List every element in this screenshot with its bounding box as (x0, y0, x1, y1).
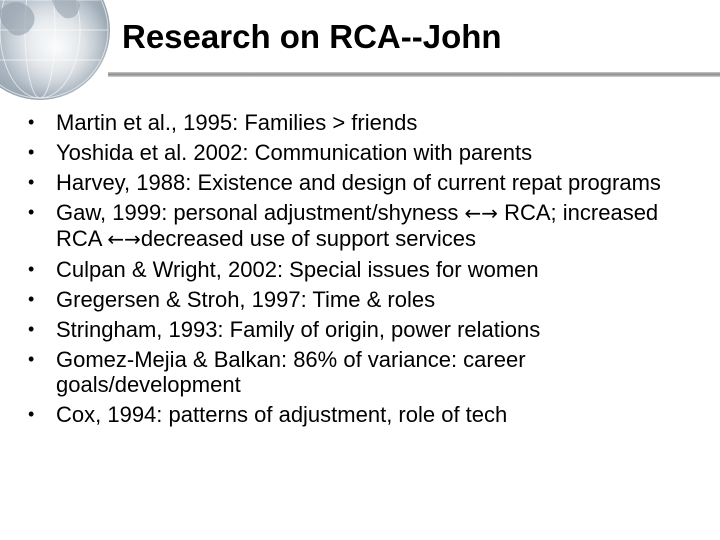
bullet-item (28, 287, 708, 312)
double-arrow-icon: ←→ (107, 227, 141, 251)
globe-decoration (0, 0, 110, 100)
bullet-item (28, 140, 708, 165)
bullet-item (28, 110, 708, 135)
bullet-text: Gomez-Mejia & Balkan: 86% of variance: career goals/development (56, 347, 526, 397)
bullet-item (28, 347, 708, 397)
bullet-marker: • (28, 112, 35, 132)
bullet-text: Martin et al., 1995: Families > friends (56, 110, 418, 135)
bullet-list (28, 110, 708, 432)
bullet-marker: • (28, 202, 35, 222)
bullet-text: Stringham, 1993: Family of origin, power relations (56, 317, 541, 342)
bullet-text: Cox, 1994: patterns of adjustment, role of tech (56, 402, 508, 427)
bullet-marker: • (28, 319, 35, 339)
bullet-item (28, 170, 708, 195)
bullet-item (28, 317, 708, 342)
title-divider (108, 72, 720, 77)
bullet-marker: • (28, 289, 35, 309)
bullet-marker: • (28, 259, 35, 279)
bullet-item (28, 257, 708, 282)
bullet-text-part: RCA; increased RCA (56, 200, 659, 251)
bullet-marker: • (28, 349, 35, 369)
bullet-text: Gregersen & Stroh, 1997: Time & roles (56, 287, 436, 312)
bullet-text-part: decreased use of support services (140, 226, 476, 251)
bullet-text: Harvey, 1988: Existence and design of current repat programs (56, 170, 661, 195)
double-arrow-icon: ←→ (464, 201, 498, 225)
bullet-text: Culpan & Wright, 2002: Special issues for women (56, 257, 539, 282)
bullet-marker: • (28, 172, 35, 192)
bullet-marker: • (28, 404, 35, 424)
bullet-text-part: Gaw, 1999: personal adjustment/shyness (56, 200, 465, 225)
bullet-item (28, 402, 708, 427)
bullet-marker: • (28, 142, 35, 162)
bullet-item (28, 200, 708, 252)
bullet-text: Yoshida et al. 2002: Communication with parents (56, 140, 533, 165)
slide-title: Research on RCA--John (122, 18, 502, 55)
